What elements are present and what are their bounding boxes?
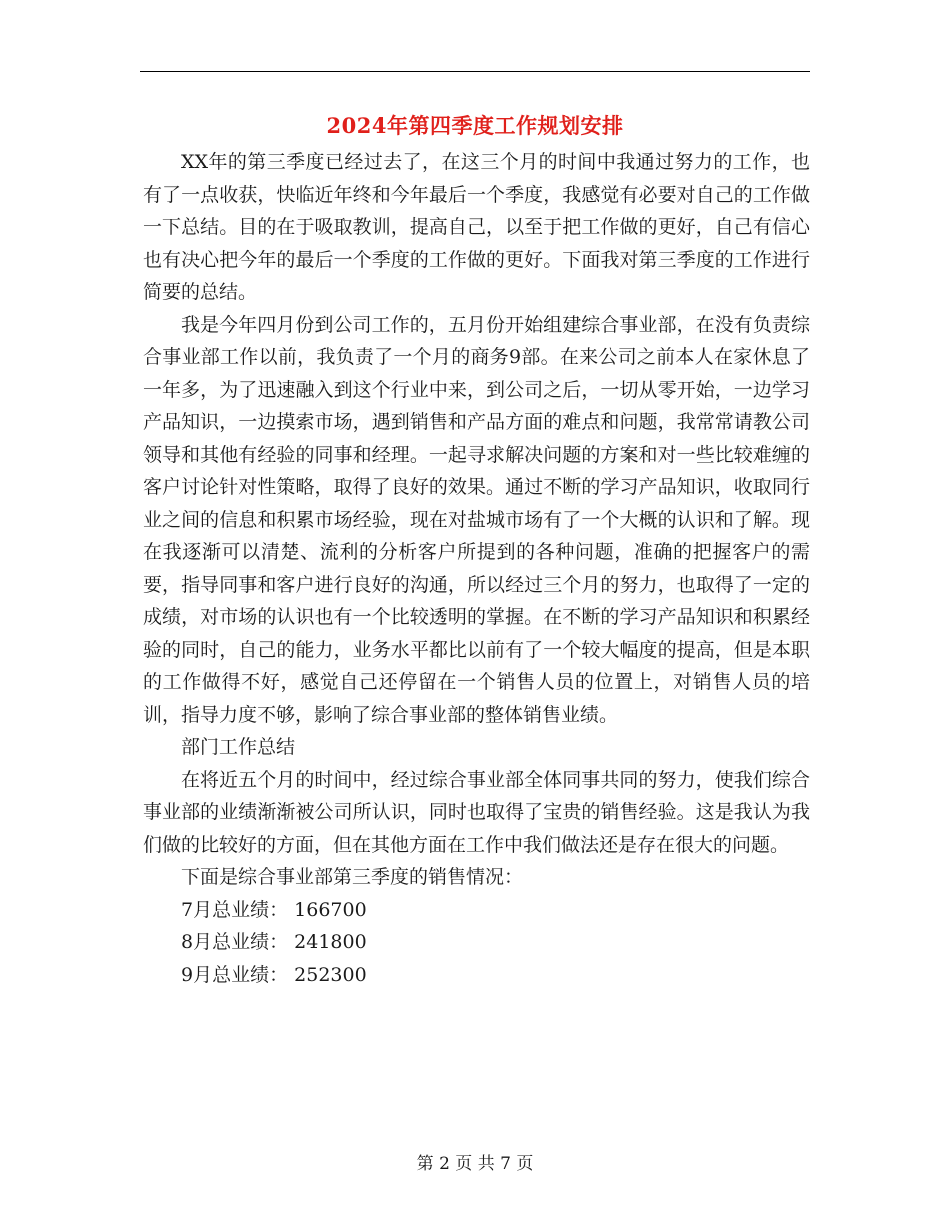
sales-value: 166700: [294, 898, 367, 921]
sales-label: 8月总业绩：: [181, 931, 289, 953]
page-number-footer: 第 2 页 共 7 页: [416, 1154, 534, 1174]
paragraph-department: 在将近五个月的时间中，经过综合事业部全体同事共同的努力，使我们综合事业部的业绩渐渐被公司所认识，同时也取得了宝贵的销售经验。这是我认为我们做的比较好的方面，但在其他方面在工作中我们做法还是存在很大的问题。: [143, 768, 810, 856]
document-body: [143, 146, 810, 991]
document-title: 2024年第四季度工作规划安排: [326, 113, 624, 138]
paragraph-intro: XX年的第三季度已经过去了，在这三个月的时间中我通过努力的工作，也有了一点收获，快临近年终和今年最后一个季度，我感觉有必要对自己的工作做一下总结。目的在于吸取教训，提高自己，以至于把工作做的更好，自己有信心也有决心把今年的最后一个季度的工作做的更好。下面我对第三季度的工作进行简要的总结。: [143, 151, 810, 303]
paragraph-self-review: 我是今年四月份到公司工作的，五月份开始组建综合事业部，在没有负责综合事业部工作以前，我负责了一个月的商务9部。在来公司之前本人在家休息了一年多，为了迅速融入到这个行业中来，到公司之后，一切从零开始，一边学习产品知识，一边摸索市场，遇到销售和产品方面的难点和问题，我常常请教公司领导和其他有经验的同事和经理。一起寻求解决问题的方案和对一些比较难缠的客户讨论针对性策略，取得了良好的效果。通过不断的学习产品知识，收取同行业之间的信息和积累市场经验，现在对盐城市场有了一个大概的认识和了解。现在我逐渐可以清楚、流利的分析客户所提到的各种问题，准确的把握客户的需要，指导同事和客户进行良好的沟通，所以经过三个月的努力，也取得了一定的成绩，对市场的认识也有一个比较透明的掌握。在不断的学习产品知识和积累经验的同时，自己的能力，业务水平都比以前有了一个较大幅度的提高，但是本职的工作做得不好，感觉自己还停留在一个销售人员的位置上，对销售人员的培训，指导力度不够，影响了综合事业部的整体销售业绩。: [143, 313, 810, 726]
section-heading: 部门工作总结: [181, 736, 296, 758]
sales-line-august: [143, 926, 810, 959]
sales-line-september: [143, 959, 810, 992]
sales-value: 241800: [294, 931, 367, 953]
header-rule: [140, 71, 810, 72]
sales-label: 9月总业绩：: [181, 963, 289, 986]
sales-label: 7月总业绩：: [181, 898, 289, 921]
sales-line-july: [143, 894, 810, 927]
sales-value: 252300: [294, 963, 367, 986]
sales-intro: 下面是综合事业部第三季度的销售情况：: [181, 866, 524, 888]
